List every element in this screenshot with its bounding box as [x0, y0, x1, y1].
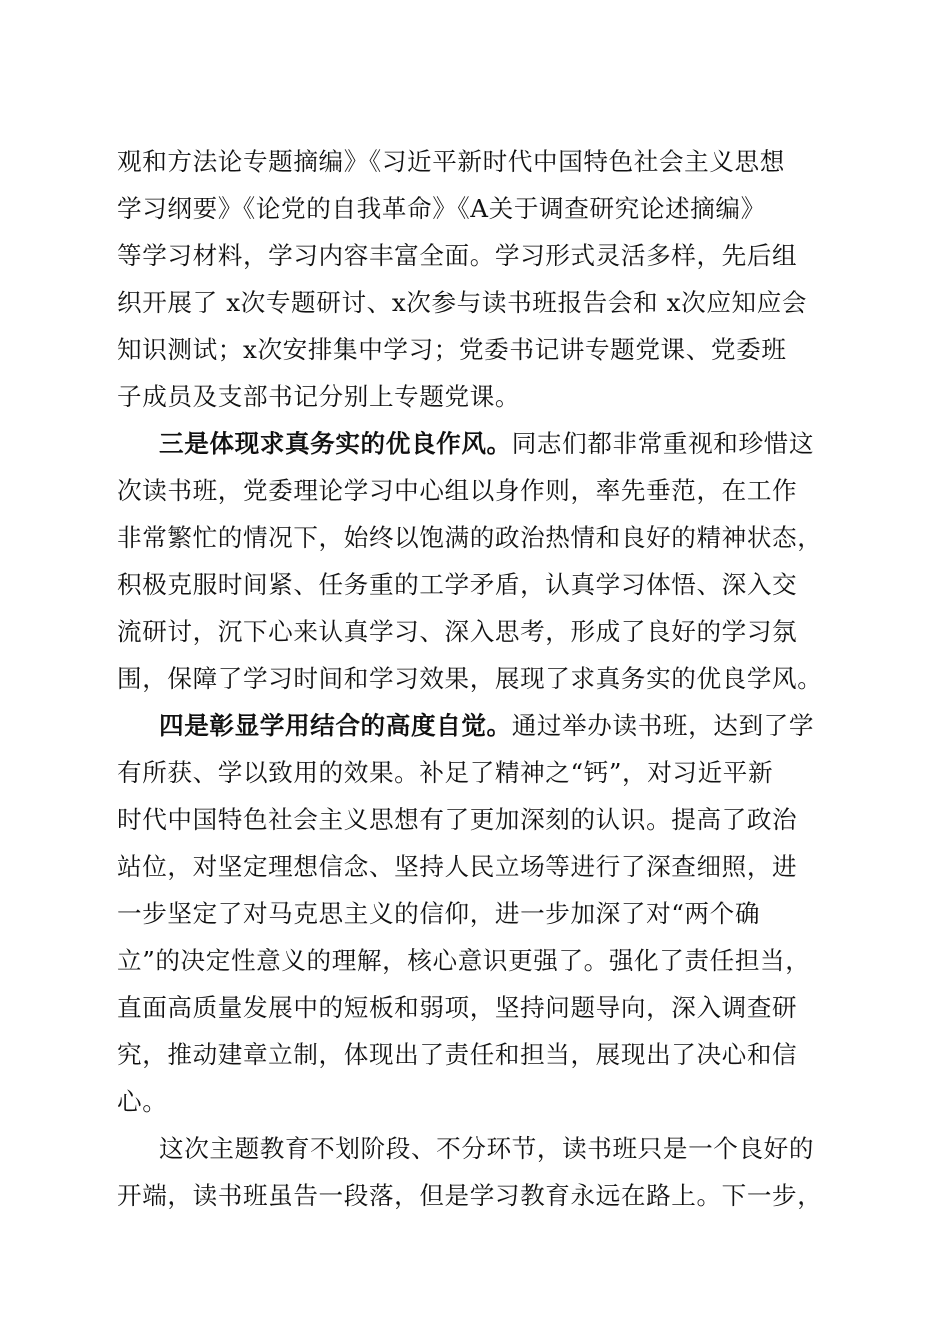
- body-text-line: 有所获、学以致用的效果。补足了精神之“钙”，对习近平新: [117, 758, 774, 787]
- paragraph-lead-heading: 四是彰显学用结合的高度自觉。: [159, 711, 512, 740]
- body-text-line: 流研讨，沉下心来认真学习、深入思考，形成了良好的学习氛: [117, 617, 798, 646]
- body-text-line: 学习纲要》《论党的自我革命》《A关于调查研究论述摘编》: [117, 194, 766, 223]
- body-text-line: 究，推动建章立制，体现出了责任和担当，展现出了决心和信: [117, 1040, 798, 1069]
- body-text-line: 织开展了 x次专题研讨、x次参与读书班报告会和 x次应知应会: [117, 288, 808, 317]
- body-text-line: 直面高质量发展中的短板和弱项，坚持问题导向，深入调查研: [117, 993, 798, 1022]
- body-text-line: 一步坚定了对马克思主义的信仰，进一步加深了对“两个确: [117, 899, 761, 928]
- body-text-line: 时代中国特色社会主义思想有了更加深刻的认识。提高了政治: [117, 805, 798, 834]
- paragraph-lead-heading: 三是体现求真务实的优良作风。: [159, 429, 512, 458]
- paragraph-first-line: [159, 424, 837, 464]
- paragraph-first-line: [159, 706, 837, 746]
- body-text-line: 心。: [117, 1087, 168, 1116]
- body-text-line: 非常繁忙的情况下，始终以饱满的政治热情和良好的精神状态，: [117, 523, 823, 552]
- body-text-line: 围，保障了学习时间和学习效果，展现了求真务实的优良学风。: [117, 664, 823, 693]
- body-text-line: 立”的决定性意义的理解，核心意识更强了。强化了责任担当，: [117, 946, 811, 975]
- paragraph-first-line-rest: 通过举办读书班，达到了学: [511, 711, 815, 740]
- body-text-line: 观和方法论专题摘编》《习近平新时代中国特色社会主义思想: [117, 147, 785, 176]
- body-text-line: 积极克服时间紧、任务重的工学矛盾，认真学习体悟、深入交: [117, 570, 798, 599]
- body-text-line: 知识测试；x次安排集中学习；党委书记讲专题党课、党委班: [117, 335, 787, 364]
- paragraph-first-line: 这次主题教育不划阶段、不分环节，读书班只是一个良好的: [159, 1134, 815, 1163]
- paragraph-first-line-rest: 同志们都非常重视和珍惜这: [511, 429, 815, 458]
- body-text-line: 子成员及支部书记分别上专题党课。: [117, 382, 521, 411]
- body-text-line: 次读书班，党委理论学习中心组以身作则，率先垂范，在工作: [117, 476, 798, 505]
- body-text-line: 等学习材料，学习内容丰富全面。学习形式灵活多样，先后组: [117, 241, 798, 270]
- body-text-line: 站位，对坚定理想信念、坚持人民立场等进行了深查细照，进: [117, 852, 798, 881]
- body-text-line: 开端，读书班虽告一段落，但是学习教育永远在路上。下一步，: [117, 1181, 823, 1210]
